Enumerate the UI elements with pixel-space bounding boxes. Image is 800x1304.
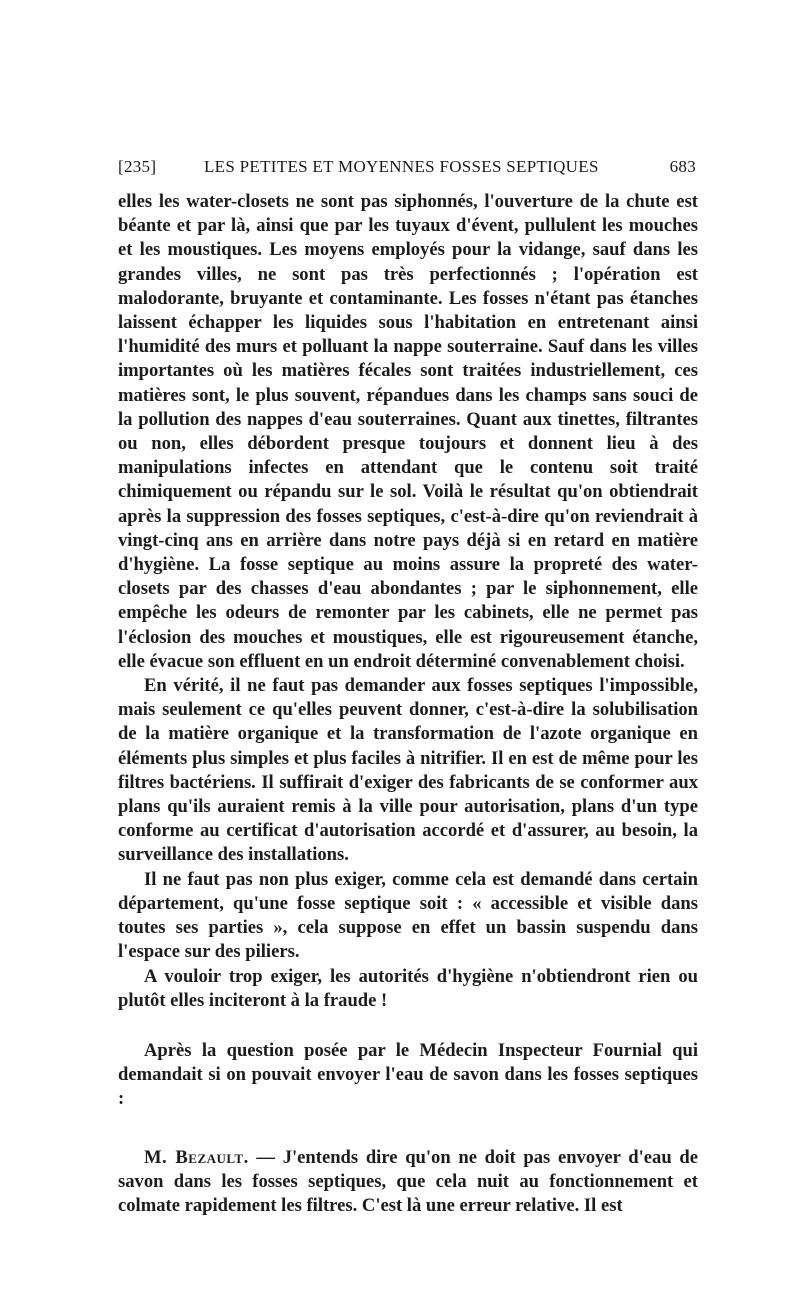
section-number: [235] <box>118 157 157 176</box>
paragraph: En vérité, il ne faut pas demander aux fosses septiques l'impossible, mais seulement ce qu'elles peuvent donner, c'est-à-dire la solubilisation de la matière organique et la transformation de l'azote organique en éléments plus simples et plus faciles à nitrifier. Il en est de même pour les filtres bactériens. Il suffirait d'exiger des fabricants de se conformer aux plans qu'ils auraient remis à la ville pour autorisation, plans d'un type conforme au certificat d'autorisation accordé et d'assurer, au besoin, la surveillance des installations. <box>118 675 698 866</box>
running-title: LES PETITES ET MOYENNES FOSSES SEPTIQUES <box>204 157 599 176</box>
paragraph-gap <box>118 1112 698 1146</box>
paragraph-gap <box>118 1013 698 1039</box>
speaker-paragraph <box>118 1146 698 1219</box>
paragraph: Il ne faut pas non plus exiger, comme cela est demandé dans certain département, qu'une fosse septique soit : « accessible et visible dans toutes ses parties », cela suppose en effet un bassin suspendu dans l'espace sur des piliers. <box>118 868 698 963</box>
paragraph: Après la question posée par le Médecin Inspecteur Fournial qui demandait si on pouvait envoyer l'eau de savon dans les fosses septiques : <box>118 1039 698 1110</box>
running-header <box>118 157 698 181</box>
speaker-text: — J'entends dire qu'on ne doit pas envoyer d'eau de savon dans les fosses septiques, que cela nuit au fonctionnement et colmate rapidement les filtres. C'est là une erreur relative. Il est <box>118 1146 698 1216</box>
body-text <box>118 190 698 1218</box>
paragraph: elles les water-closets ne sont pas siphonnés, l'ouverture de la chute est béante et par là, ainsi que par les tuyaux d'évent, pullulent les mouches et les moustiques. Les moyens employés pour la vidange, sauf dans les grandes villes, ne sont pas très perfectionnés ; l'opération est malodorante, bruyante et contaminante. Les fosses n'étant pas étanches laissent échapper les liquides sous l'habitation en entretenant ainsi l'humidité des murs et polluant la nappe souterraine. Sauf dans les villes importantes où les matières fécales sont traitées industriellement, ces matières sont, le plus souvent, répandues dans les champs sans souci de la pollution des nappes d'eau souterraines. Quant aux tinettes, filtrantes ou non, elles débordent presque toujours et donnent lieu à des manipulations infectes en attendant que le contenu soit traité chimiquement ou répandu sur le sol. Voilà le résultat qu'on obtiendrait après la suppression des fosses septiques, c'est-à-dire qu'on reviendrait à vingt-cinq ans en arrière dans notre pays déjà si en retard en matière d'hygiène. La fosse septique au moins assure la propreté des water-closets par des chasses d'eau abondantes ; par le siphonnement, elle empêche les odeurs de remonter par les cabinets, elle ne permet pas l'éclosion des mouches et moustiques, elle est rigoureusement étanche, elle évacue son effluent en un endroit déterminé convenablement choisi. <box>118 191 698 672</box>
page-number: 683 <box>669 157 696 176</box>
speaker-name: M. Bezault. <box>144 1146 249 1168</box>
paragraph: A vouloir trop exiger, les autorités d'hygiène n'obtiendront rien ou plutôt elles inciteront à la fraude ! <box>118 965 698 1011</box>
